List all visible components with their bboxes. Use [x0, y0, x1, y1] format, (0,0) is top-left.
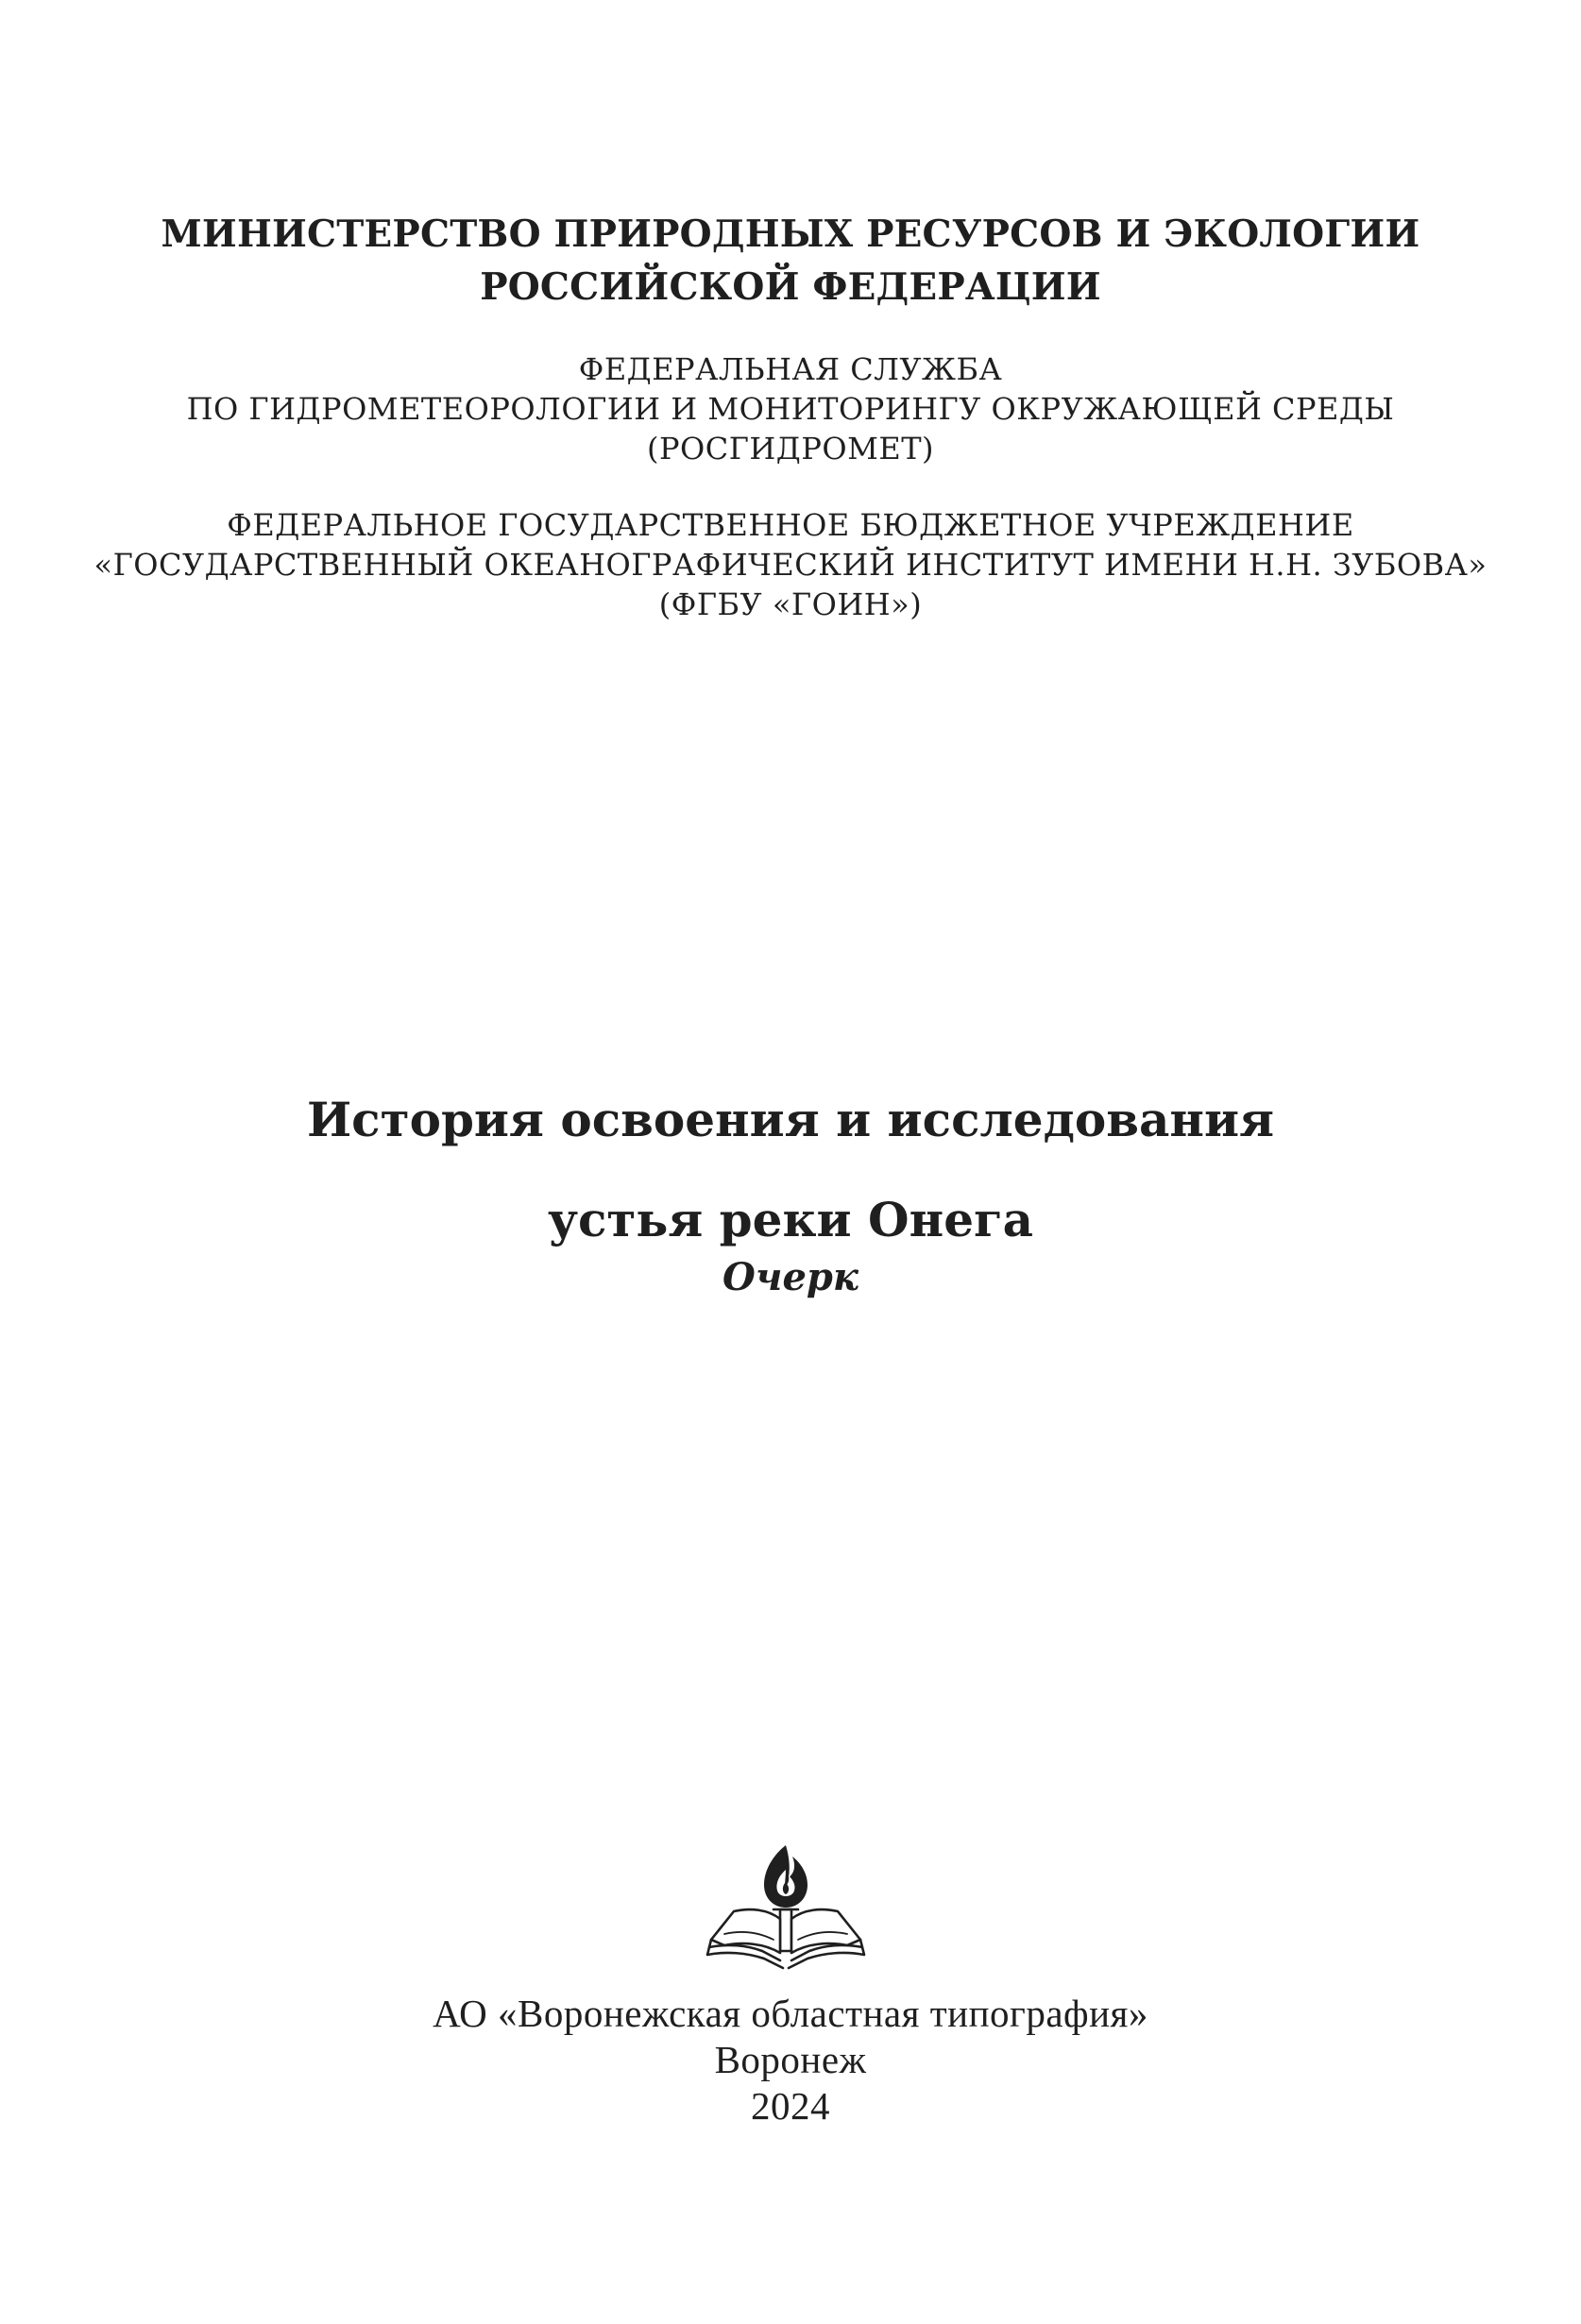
publisher-city: Воронеж	[714, 2038, 867, 2081]
book-subtitle: Очерк	[722, 1255, 858, 1299]
institute-line-2: «ГОСУДАРСТВЕННЫЙ ОКЕАНОГРАФИЧЕСКИЙ ИНСТИТУТ ИМЕНИ Н.Н. ЗУБОВА»	[94, 547, 1488, 583]
ministry-line-1: МИНИСТЕРСТВО ПРИРОДНЫХ РЕСУРСОВ И ЭКОЛОГИИ	[161, 212, 1420, 256]
service-line-1: ФЕДЕРАЛЬНАЯ СЛУЖБА	[578, 351, 1003, 387]
institute-name	[0, 505, 1581, 624]
publisher-info	[0, 1991, 1581, 2129]
title-line-1: История освоения и исследования	[306, 1092, 1275, 1147]
publication-year: 2024	[751, 2084, 830, 2128]
book-title	[0, 1070, 1581, 1270]
title-line-2: устья реки Онега	[547, 1192, 1034, 1247]
service-line-3: (РОСГИДРОМЕТ)	[646, 431, 935, 466]
federal-service	[0, 349, 1581, 468]
book-candle-logo-icon	[706, 1841, 866, 1974]
publisher-name: АО «Воронежская областная типография»	[433, 1992, 1148, 2035]
institute-line-1: ФЕДЕРАЛЬНОЕ ГОСУДАРСТВЕННОЕ БЮДЖЕТНОЕ УЧРЕЖДЕНИЕ	[227, 507, 1354, 543]
ministry-line-2: РОССИЙСКОЙ ФЕДЕРАЦИИ	[480, 265, 1101, 309]
ministry-header	[0, 208, 1581, 314]
institute-line-3: (ФГБУ «ГОИН»)	[658, 586, 923, 622]
service-line-2: ПО ГИДРОМЕТЕОРОЛОГИИ И МОНИТОРИНГУ ОКРУЖАЮЩЕЙ СРЕДЫ	[186, 391, 1395, 427]
